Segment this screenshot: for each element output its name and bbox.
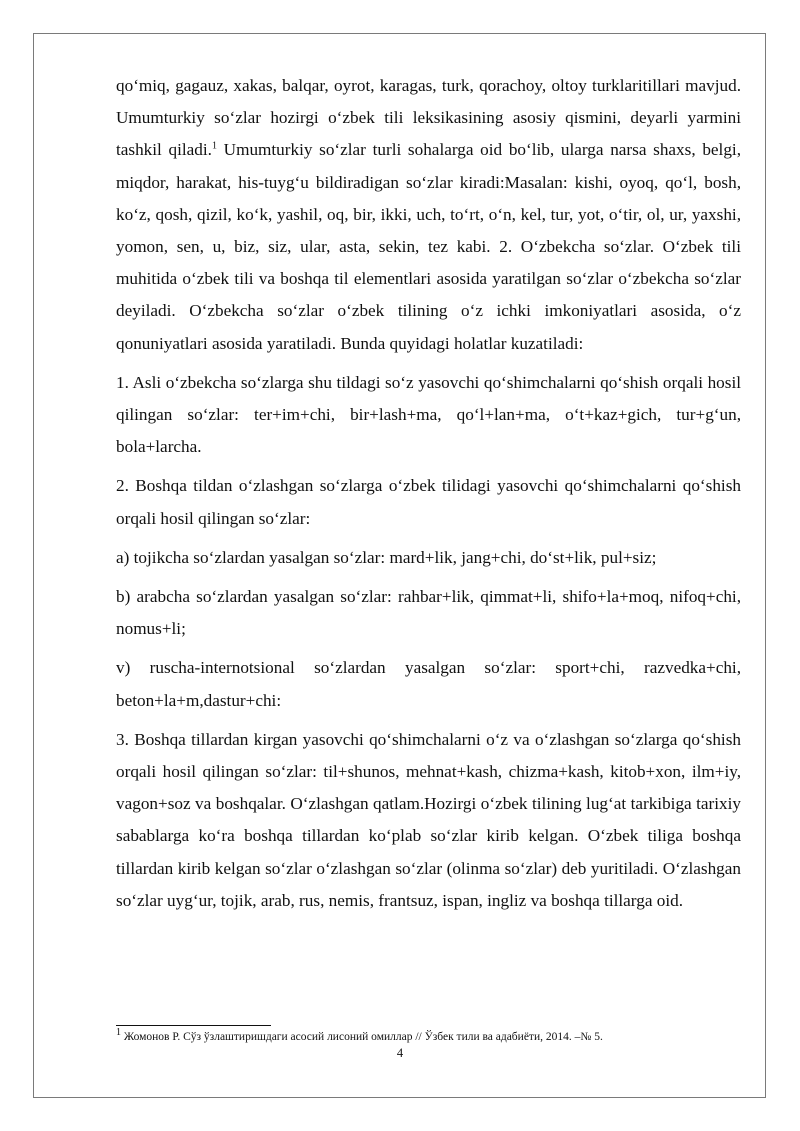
- paragraph-2: 1. Asli oʻzbekcha soʻzlarga shu tildagi soʻz yasovchi qoʻshimchalarni qoʻshish orqali hosil qilingan soʻzlar: ter+im+chi, bir+lash+ma, qoʻl+lan+ma, oʻt+kaz+gich, tur+gʻun, bola+larcha.: [116, 372, 741, 457]
- footnote-separator: [116, 1025, 271, 1026]
- document-body: [116, 70, 741, 917]
- page-number: 4: [396, 1046, 404, 1060]
- paragraph-3: 2. Boshqa tildan oʻzlashgan soʻzlarga oʻzbek tilidagi yasovchi qoʻshimchalarni qoʻshish orqali hosil qilingan soʻzlar:: [116, 476, 741, 528]
- footnote: [116, 1027, 741, 1044]
- paragraph-5: b) arabcha soʻzlardan yasalgan soʻzlar: rahbar+lik, qimmat+li, shifo+la+moq, nifoq+chi, nomus+li;: [116, 587, 741, 639]
- paragraph-1-text-after: Umumturkiy soʻzlar turli sohalarga oid boʻlib, ularga narsa shaxs, belgi, miqdor, harakat, his-tuygʻu bildiradigan soʻzlar kiradi:Masalan: kishi, oyoq, qoʻl, bosh, koʻz, qosh, qizil, koʻk, yashil, oq, bir, ikki, uch, toʻrt, oʻn, kel, tur, yot, oʻtir, ol, ur, yaxshi, yomon, sen, u, biz, siz, ular, asta, sekin, tez kabi. 2. Oʻzbekcha soʻzlar. Oʻzbek tili muhitida oʻzbek tili va boshqa til elementlari asosida yaratilgan soʻzlar oʻzbekcha soʻzlar deyiladi. Oʻzbekcha soʻzlar oʻzbek tilining oʻz ichki imkoniyatlari asosida, oʻz qonuniyatlari asosida yaratiladi. Bunda quyidagi holatlar kuzatiladi:: [116, 140, 741, 353]
- footnote-text: Жомонов Р. Сўз ўзлаштиришдаги асосий лисоний омиллар // Ўзбек тили ва адабиёти, 2014. –№ 5.: [121, 1031, 603, 1043]
- paragraph-4: a) tojikcha soʻzlardan yasalgan soʻzlar: mard+lik, jang+chi, doʻst+lik, pul+siz;: [116, 547, 657, 567]
- paragraph-7: 3. Boshqa tillardan kirgan yasovchi qoʻshimchalarni oʻz va oʻzlashgan soʻzlarga qoʻshish orqali hosil qilingan soʻzlar: til+shunos, mehnat+kash, chizma+kash, kitob+xon, ilm+iy, vagon+soz va boshqalar. Oʻzlashgan qatlam.Hozirgi oʻzbek tilining lugʻat tarkibiga tarixiy sabablarga koʻra boshqa tillardan koʻplab soʻzlar kirib kelgan. Oʻzbek tiliga boshqa tillardan kirib kelgan soʻzlar oʻzlashgan soʻzlar (olinma soʻzlar) deb yuritiladi. Oʻzlashgan soʻzlar uygʻur, tojik, arab, rus, nemis, frantsuz, ispan, ingliz va boshqa tillarga oid.: [116, 729, 741, 910]
- paragraph-1: [116, 70, 741, 360]
- footnote-reference[interactable]: 1: [211, 140, 217, 152]
- paragraph-6: v) ruscha-internotsional soʻzlardan yasalgan soʻzlar: sport+chi, razvedka+chi, beton+la+m,dastur+chi:: [116, 658, 741, 710]
- paragraph-1-text-before: qoʻmiq, gagauz, xakas, balqar, oyrot, karagas, turk, qorachoy, oltoy turklaritillari mavjud. Umumturkiy soʻzlar hozirgi oʻzbek tili leksikasining asosiy qismini, deyarli yarmini tashkil qiladi.: [116, 76, 741, 160]
- footnote-marker: 1: [116, 1027, 121, 1039]
